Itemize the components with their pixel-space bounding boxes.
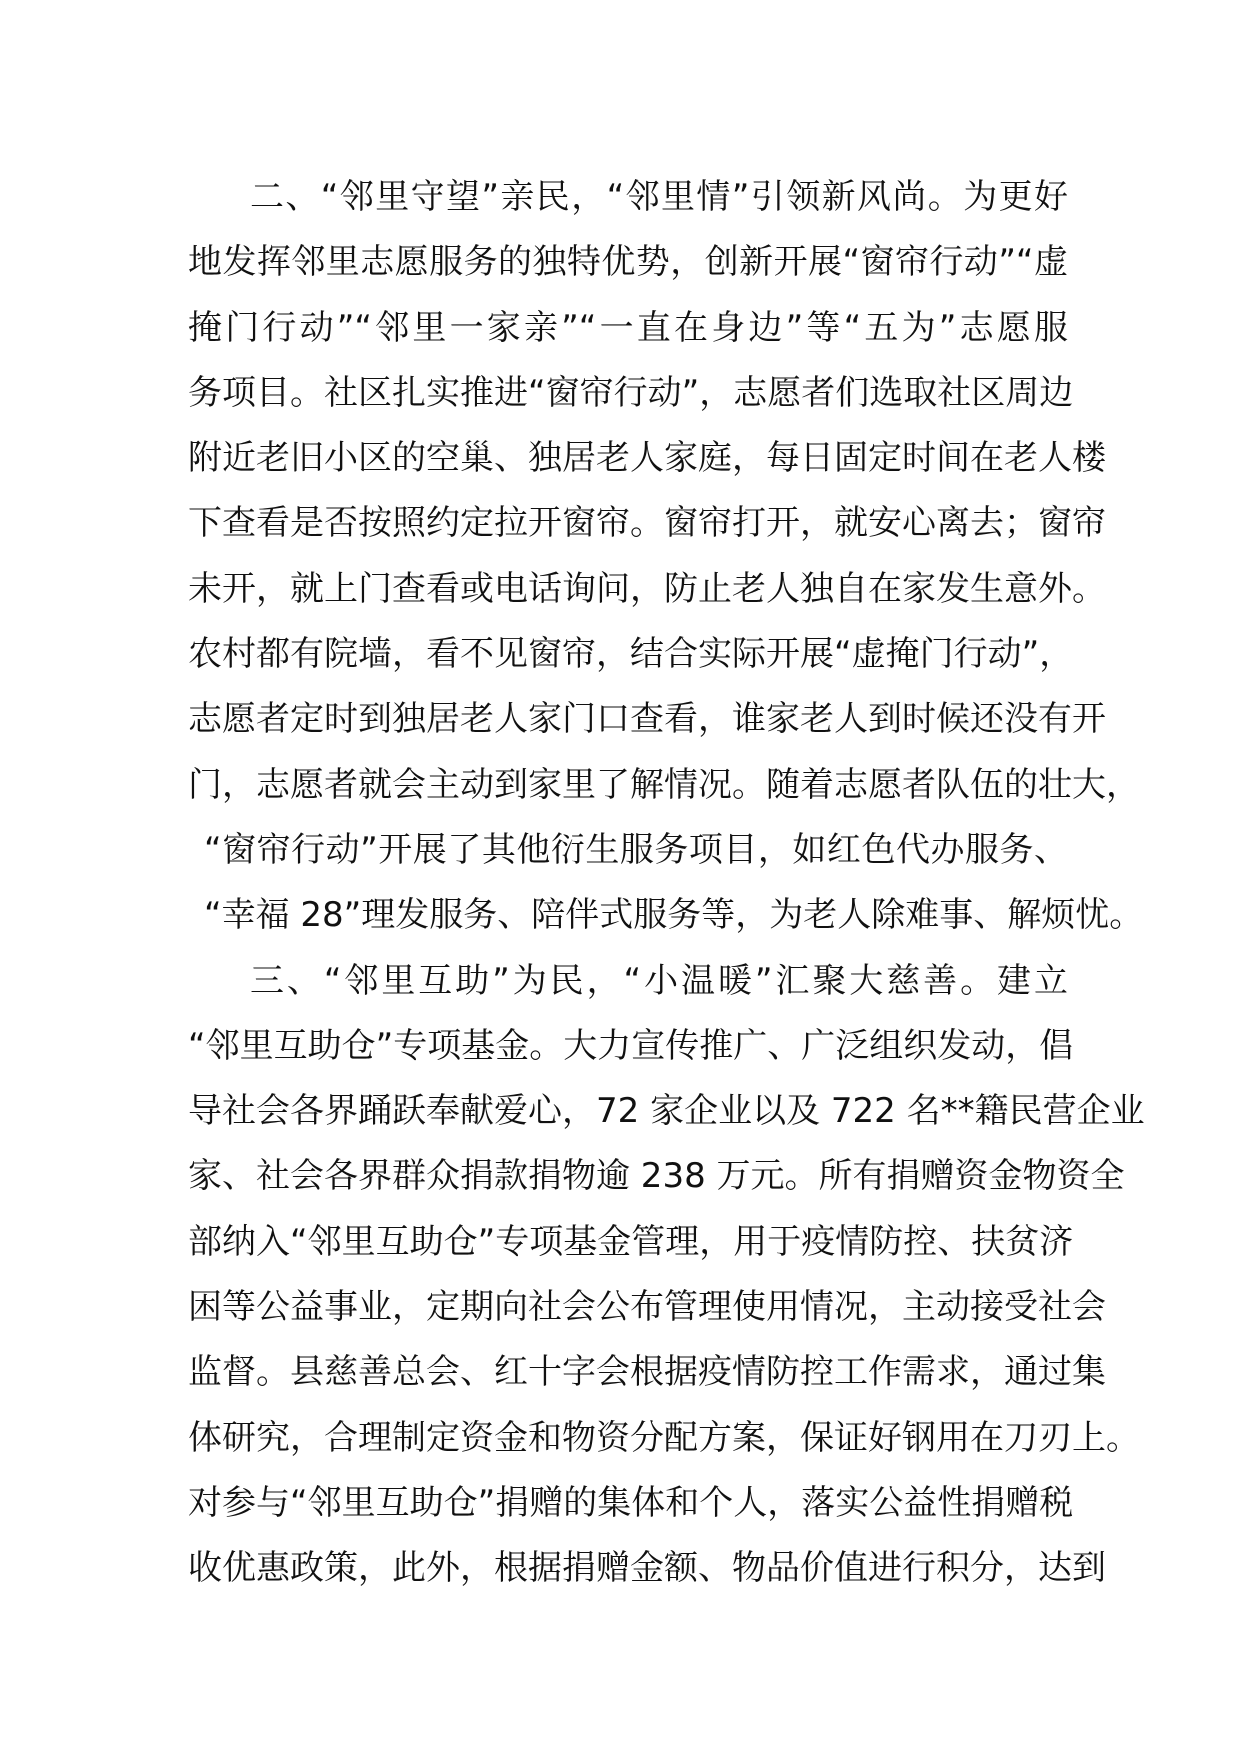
text-line: 未开，就上门查看或电话询问，防止老人独自在家发生意外。 <box>188 568 1106 609</box>
text-line: 收优惠政策，此外，根据捐赠金额、物品价值进行积分，达到 <box>188 1548 1106 1589</box>
body-text <box>188 165 1145 1602</box>
text-line: 导社会各界踊跃奉献爱心，72 家企业以及 722 名**籍民营企业 <box>188 1091 1145 1132</box>
text-line: “窗帘行动”开展了其他衍生服务项目，如红色代办服务、 <box>204 829 1068 870</box>
text-line: “邻里互助仓”专项基金。大力宣传推广、广泛组织发动，倡 <box>188 1025 1074 1066</box>
text-line: 监督。县慈善总会、红十字会根据疫情防控工作需求，通过集 <box>188 1352 1106 1393</box>
text-line: 部纳入“邻里互助仓”专项基金管理，用于疫情防控、扶贫济 <box>188 1221 1074 1262</box>
text-line: 家、社会各界群众捐款捐物逾 238 万元。所有捐赠资金物资全 <box>188 1156 1125 1197</box>
text-line: 三、“邻里互助”为民，“小温暖”汇聚大慈善。建立 <box>250 960 1068 1001</box>
text-line: 附近老旧小区的空巢、独居老人家庭，每日固定时间在老人楼 <box>188 438 1106 479</box>
text-line: 体研究，合理制定资金和物资分配方案，保证好钢用在刀刃上。 <box>188 1417 1140 1458</box>
text-line: 志愿者定时到独居老人家门口查看，谁家老人到时候还没有开 <box>188 699 1106 740</box>
text-line: 农村都有院墙，看不见窗帘，结合实际开展“虚掩门行动”， <box>188 634 1074 675</box>
text-line: 地发挥邻里志愿服务的独特优势，创新开展“窗帘行动”“虚 <box>188 242 1068 283</box>
text-line: 对参与“邻里互助仓”捐赠的集体和个人，落实公益性捐赠税 <box>188 1482 1074 1523</box>
text-line: 下查看是否按照约定拉开窗帘。窗帘打开，就安心离去；窗帘 <box>188 503 1106 544</box>
text-line: 门，志愿者就会主动到家里了解情况。随着志愿者队伍的壮大， <box>188 764 1140 805</box>
text-line: “幸福 28”理发服务、陪伴式服务等，为老人除难事、解烦忧。 <box>204 895 1144 936</box>
text-line: 务项目。社区扎实推进“窗帘行动”，志愿者们选取社区周边 <box>188 372 1074 413</box>
text-line: 困等公益事业，定期向社会公布管理使用情况，主动接受社会 <box>188 1287 1106 1328</box>
text-line: 二、“邻里守望”亲民，“邻里情”引领新风尚。为更好 <box>250 177 1068 217</box>
text-line: 掩门行动”“邻里一家亲”“一直在身边”等“五为”志愿服 <box>188 307 1068 348</box>
